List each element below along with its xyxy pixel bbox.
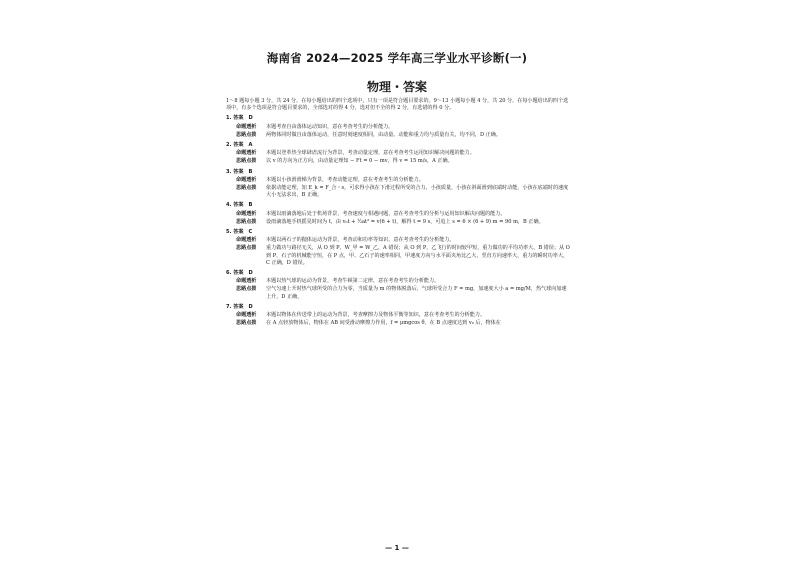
- question-block-3: [226, 169, 570, 200]
- page-number: — 1 —: [385, 544, 409, 552]
- intent-text: 本题考查自由落体运动知识，意在考查考生的分析能力。: [266, 123, 394, 130]
- question-block-5: [226, 229, 570, 267]
- answer-line: 7. 答案 D: [226, 303, 253, 310]
- intent-label: 命题透析: [236, 278, 257, 285]
- intent-row: [226, 211, 570, 218]
- intent-row: [226, 150, 570, 157]
- intent-text: 本题以物体在传送带上的运动为背景，考查摩擦力及物体平衡等知识，意在考查考生的分析能力。: [266, 312, 486, 319]
- hint-row: [226, 185, 570, 199]
- hint-text: 两物体同时做自由落体运动，任意时刻速度相同，由动量、动能和重力均与质量有关，均不同，D 正确。: [266, 131, 501, 138]
- intent-row: [226, 312, 570, 319]
- question-block-6: [226, 270, 570, 301]
- page-subtitle: 物理・答案: [366, 80, 427, 94]
- hint-label: 思路点拨: [236, 158, 257, 165]
- hint-label: 思路点拨: [236, 218, 257, 225]
- hint-row: [226, 219, 570, 226]
- hint-row: [226, 245, 570, 267]
- intent-text: 本题以登革热全球肆虐流行为背景，考查动量定理，意在考查考生运用知识解决问题的能力。: [266, 150, 475, 157]
- intent-text: 本题以雨滴落地后处于机场背景，考查速度与相遇问题，意在考查考生的分析与运用知识解决问题的能力。: [266, 210, 506, 217]
- answer-line: 5. 答案 C: [226, 229, 253, 236]
- hint-text: 依据动能定理，知 E_k = F_合・s，可求得小孩在下滑过程所受的合力、小孩质量，小孩在斜面滑到底端时动能，小孩在底端时的速度大小无法求出，B 正确。: [266, 185, 569, 199]
- hint-label: 思路点拨: [236, 131, 257, 138]
- question-block-2: [226, 142, 570, 166]
- hint-text: 重力做功与路径无关，从 O 到 P，W_甲 = W_乙，A 错误；从 O 到 P，乙飞行的时间较甲短，重力做功的平均功率大，B 错误；从 O 到 P，石子的机械能守恒，在 P 点，甲、乙石子的速率相同，甲速度方向与水平面夹角比乙大，竖直方向速率大，重力的瞬时功率大，C 正确，D 错误。: [266, 245, 570, 266]
- hint-label: 思路点拨: [236, 286, 257, 293]
- intent-label: 命题透析: [236, 237, 257, 244]
- intent-text: 本题以两石子的抛体运动为背景，考查动和功率等知识，意在考查考生的分析能力。: [266, 237, 455, 244]
- page-title: 海南省 2024—2025 学年高三学业水平诊断(一): [266, 51, 528, 65]
- hint-label: 思路点拨: [236, 185, 257, 192]
- hint-text: 在 A 点轻放物体后，物体在 AB 间受滑动摩擦力作用，f = μmgcos θ，在 B 点速度达到 v₀ 后，物体在: [266, 320, 501, 327]
- hint-label: 思路点拨: [236, 245, 257, 252]
- intent-row: [226, 237, 570, 244]
- intent-text: 本题以小孩滑滑梯为背景，考查动能定理，意在考查考生的分析能力。: [266, 176, 424, 183]
- answer-line: 6. 答案 D: [226, 270, 253, 277]
- intent-row: [226, 177, 570, 184]
- intent-label: 命题透析: [236, 123, 257, 130]
- answer-content: [226, 98, 570, 327]
- hint-row: [226, 158, 570, 165]
- hint-text: 空气匀速上升时热气球所受的合力为零，当质量为 m 的物体脱落后，气球所受合力 F = mg，加速度大小 a = mg/M，热气球向加速上升，D 正确。: [266, 286, 567, 300]
- scoring-instructions: 1～8 题每小题 3 分，共 24 分，在每小题给出的四个选项中，只有一项是符合题目要求的。9～13 小题每小题 4 分，共 20 分，在每小题给出的四个选项中，有多个选项是符合题目要求的，全部选对的得 4 分，选对但不全的得 2 分，有选错的得 0 分。: [226, 98, 569, 112]
- hint-text: 设雨滴落地手机摇晃时间为 t，由 v₀t + ½at² = v(6 + t)，解得 t = 9 s，可追上 s = 6 × (6 + 9) m = 90 m，B 正确。: [266, 218, 544, 225]
- intent-row: [226, 124, 570, 131]
- answer-line: 3. 答案 B: [226, 168, 253, 175]
- hint-label: 思路点拨: [236, 320, 257, 327]
- answer-line: 4. 答案 B: [226, 202, 253, 209]
- intent-label: 命题透析: [236, 150, 257, 157]
- question-block-4: [226, 202, 570, 226]
- question-block-7: [226, 304, 570, 328]
- intent-label: 命题透析: [236, 312, 257, 319]
- intent-label: 命题透析: [236, 210, 257, 217]
- answer-line: 1. 答案 D: [226, 115, 253, 122]
- intent-text: 本题以热气球的运动为背景，考查牛顿第二定律，意在考查考生的分析能力。: [266, 278, 440, 285]
- answer-line: 2. 答案 A: [226, 142, 253, 149]
- hint-row: [226, 132, 570, 139]
- intent-label: 命题透析: [236, 176, 257, 183]
- hint-text: 以 v 的方向为正方向，由动量定理知 − Ft = 0 − mv，得 v = 15 m/s，A 正确。: [266, 158, 453, 165]
- hint-row: [226, 286, 570, 300]
- hint-row: [226, 320, 570, 327]
- intent-row: [226, 278, 570, 285]
- question-block-1: [226, 115, 570, 139]
